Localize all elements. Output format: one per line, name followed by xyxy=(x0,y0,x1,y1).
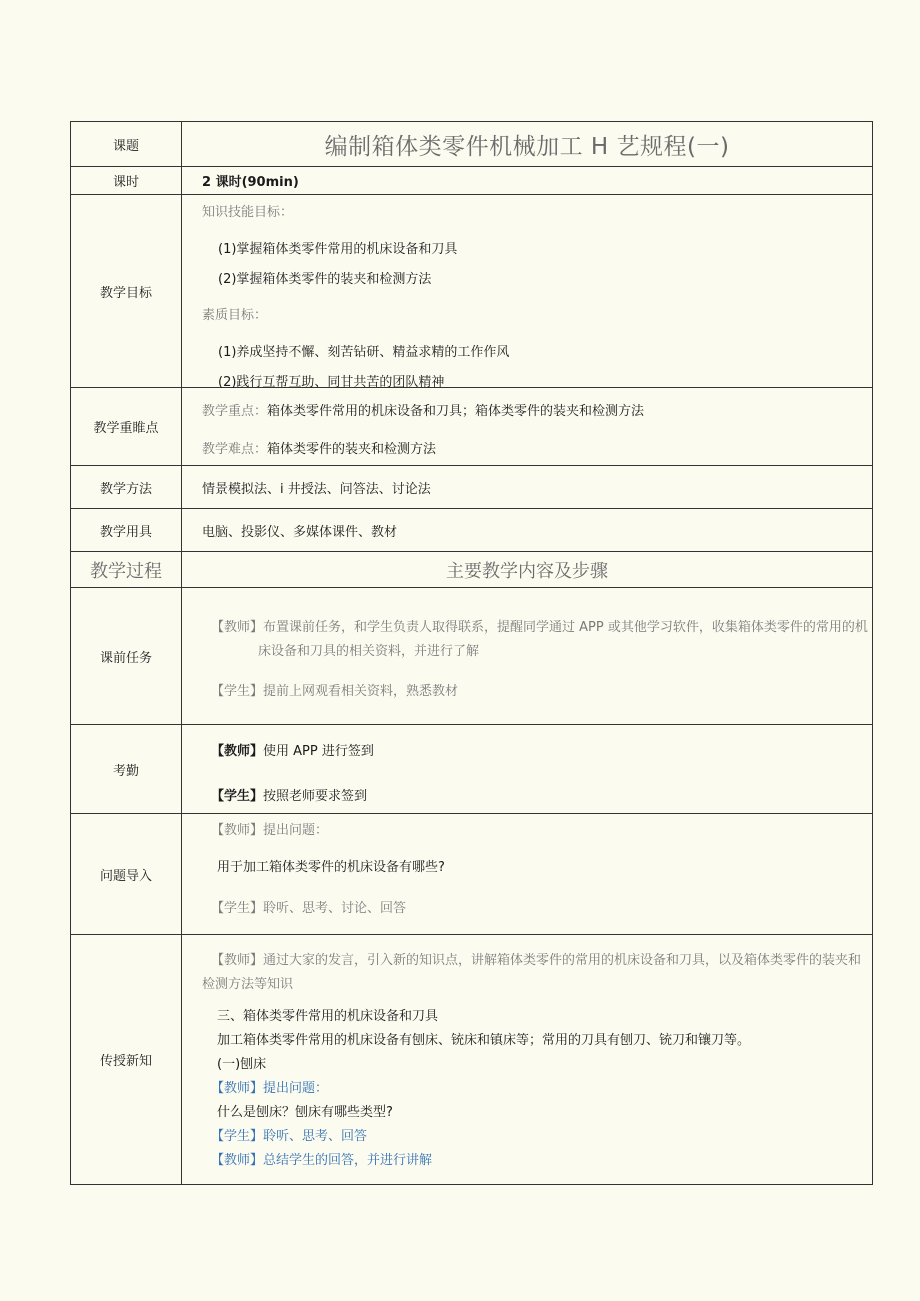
new-knowledge-label: 传授新知 xyxy=(71,935,182,1185)
row-new-knowledge xyxy=(71,935,873,1185)
section-heading: 三、箱体类零件常用的机床设备和刀具 xyxy=(217,1009,439,1024)
student-tag: 【学生】 xyxy=(211,1129,264,1144)
lesson-title: 编制箱体类零件机械加工 H 艺规程(一) xyxy=(182,122,873,167)
process-content-heading: 主要教学内容及步骤 xyxy=(182,552,873,588)
student-response-text: 聆听、思考、回答 xyxy=(263,1129,368,1144)
planer-question: 什么是刨床？刨床有哪些类型? xyxy=(217,1105,393,1120)
teacher-tag: 【教师】 xyxy=(211,620,264,635)
focus-text: 箱体类零件常用的机床设备和刀具；箱体类零件的装夹和检测方法 xyxy=(267,404,645,419)
pre-class-student-text: 提前上网观看相关资料，熟悉教材 xyxy=(263,684,459,699)
difficulty-text: 箱体类零件的装夹和检测方法 xyxy=(267,442,437,457)
attendance-label: 考勤 xyxy=(71,725,182,814)
intro-student xyxy=(202,897,872,916)
knowledge-item: (2)掌握箱体类零件的装夹和检测方法 xyxy=(218,272,432,287)
methods-value: 情景模拟法、i 井授法、问答法、讨论法 xyxy=(182,466,873,509)
pre-class-student xyxy=(202,680,872,699)
row-attendance xyxy=(71,725,873,814)
teacher-tag: 【教师】 xyxy=(211,1153,264,1168)
student-tag: 【学生】 xyxy=(211,789,264,804)
difficulty-line xyxy=(202,438,872,457)
objectives-label: 教学目标 xyxy=(71,195,182,388)
subsection-heading: (一)刨床 xyxy=(217,1057,267,1072)
lesson-plan-table xyxy=(70,121,873,1185)
attendance-student xyxy=(202,785,872,804)
row-hours xyxy=(71,167,873,195)
attendance-teacher-text: 使用 APP 进行签到 xyxy=(263,744,374,759)
row-objectives xyxy=(71,195,873,388)
attendance-student-text: 按照老师要求签到 xyxy=(263,789,368,804)
student-response-line xyxy=(202,1125,872,1149)
key-points-label: 教学重睢点 xyxy=(71,388,182,466)
quality-item: (1)养成坚持不懈、刻苦钻研、精益求精的工作作风 xyxy=(218,345,510,360)
intro-teacher-text: 提出问题： xyxy=(263,823,329,838)
title-label: 课题 xyxy=(71,122,182,167)
teacher-tag: 【教师】 xyxy=(211,744,264,759)
hours-value: 2 课时(90min) xyxy=(182,167,873,195)
student-tag: 【学生】 xyxy=(211,901,264,916)
pre-class-label: 课前任务 xyxy=(71,588,182,725)
row-methods xyxy=(71,466,873,509)
intro-label: 问题导入 xyxy=(71,814,182,935)
tools-value: 电脑、投影仪、多媒体课件、教材 xyxy=(182,509,873,552)
quality-heading: 素质目标： xyxy=(202,308,268,323)
teacher-tag: 【教师】 xyxy=(211,823,264,838)
teacher-summary-text: 总结学生的回答，并进行讲解 xyxy=(263,1153,433,1168)
row-key-points xyxy=(71,388,873,466)
new-knowledge-teacher xyxy=(202,949,872,997)
row-process-header xyxy=(71,552,873,588)
pre-class-teacher xyxy=(202,616,872,664)
teacher-summary-line xyxy=(202,1149,872,1173)
lesson-plan-sheet xyxy=(70,121,872,1185)
focus-prefix: 教学重点： xyxy=(202,404,268,419)
pre-class-teacher-text: 布置课前任务，和学生负责人取得联系，提醒同学通过 APP 或其他学习软件，收集箱体类零件的常用的机床设备和刀具的相关资料，并进行了解 xyxy=(258,620,868,659)
focus-line xyxy=(202,400,872,419)
row-intro xyxy=(71,814,873,935)
row-title xyxy=(71,122,873,167)
section-text: 加工箱体类零件常用的机床设备有刨床、铳床和镇床等；常用的刀具有刨刀、铳刀和镶刀等。 xyxy=(217,1033,751,1048)
intro-question: 用于加工箱体类零件的机床设备有哪些? xyxy=(217,860,445,875)
knowledge-item: (1)掌握箱体类零件常用的机床设备和刀具 xyxy=(218,242,458,257)
teacher-question-text: 提出问题： xyxy=(263,1081,329,1096)
row-pre-class xyxy=(71,588,873,725)
intro-student-text: 聆听、思考、讨论、回答 xyxy=(263,901,407,916)
intro-teacher xyxy=(202,819,872,838)
student-tag: 【学生】 xyxy=(211,684,264,699)
teacher-tag: 【教师】 xyxy=(211,953,264,968)
attendance-teacher xyxy=(202,740,872,759)
process-label: 教学过程 xyxy=(71,552,182,588)
hours-label: 课时 xyxy=(71,167,182,195)
knowledge-heading: 知识技能目标： xyxy=(202,205,294,220)
tools-label: 教学用具 xyxy=(71,509,182,552)
quality-item: (2)践行互帮互助、同甘共苦的团队精神 xyxy=(218,375,445,390)
difficulty-prefix: 教学难点： xyxy=(202,442,268,457)
methods-label: 教学方法 xyxy=(71,466,182,509)
new-knowledge-teacher-text: 通过大家的发言，引入新的知识点，讲解箱体类零件的常用的机床设备和刀具，以及箱体类零件的装夹和检测方法等知识 xyxy=(202,953,862,992)
teacher-question-line xyxy=(202,1077,872,1101)
row-tools xyxy=(71,509,873,552)
teacher-tag: 【教师】 xyxy=(211,1081,264,1096)
